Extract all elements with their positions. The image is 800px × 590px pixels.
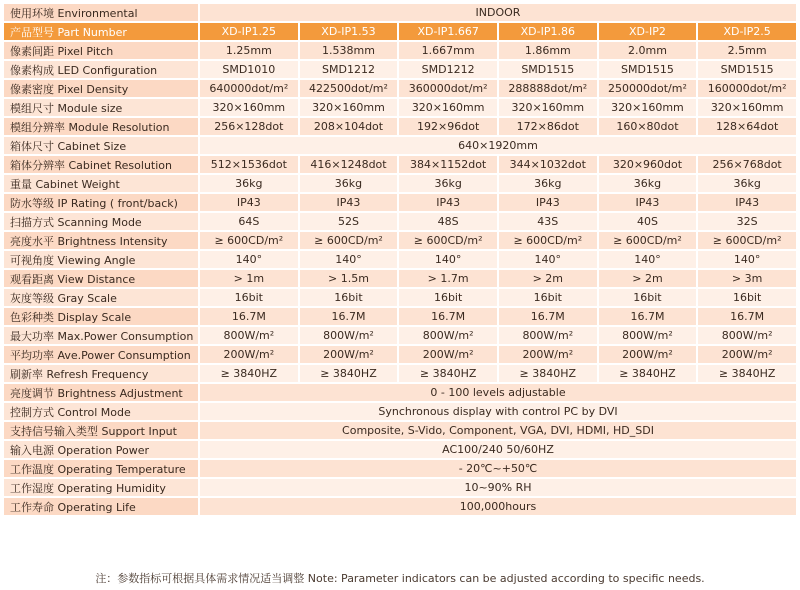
spec-value: 140° [399,251,497,268]
spec-value: 36kg [698,175,796,192]
spec-value: > 1.7m [399,270,497,287]
spec-value: SMD1212 [300,61,398,78]
spec-value: 288888dot/m² [499,80,597,97]
spec-merged-value: Composite, S-Vido, Component, VGA, DVI, HDMI, HD_SDI [200,422,796,439]
spec-value: > 1.5m [300,270,398,287]
spec-row [4,118,796,135]
spec-row [4,327,796,344]
spec-label: 亮度调节 Brightness Adjustment [4,384,198,401]
spec-value: 16bit [698,289,796,306]
spec-value: 172×86dot [499,118,597,135]
spec-value: 200W/m² [300,346,398,363]
spec-row [4,422,796,439]
spec-value: 16.7M [698,308,796,325]
spec-value: > 3m [698,270,796,287]
spec-row [4,346,796,363]
spec-row [4,441,796,458]
spec-value: 40S [599,213,697,230]
spec-value: 32S [698,213,796,230]
spec-value: 1.86mm [499,42,597,59]
spec-table [2,2,798,517]
spec-value: 2.5mm [698,42,796,59]
model-header-cell: XD-IP2.5 [698,23,796,40]
spec-row [4,289,796,306]
model-header-cell: XD-IP1.53 [300,23,398,40]
spec-value: ≥ 600CD/m² [599,232,697,249]
spec-label: 亮度水平 Brightness Intensity [4,232,198,249]
spec-value: 208×104dot [300,118,398,135]
spec-table-body [4,4,796,515]
spec-value: 16bit [200,289,298,306]
spec-value: 140° [300,251,398,268]
spec-value: IP43 [499,194,597,211]
spec-value: 192×96dot [399,118,497,135]
spec-value: 200W/m² [200,346,298,363]
spec-label: 最大功率 Max.Power Consumption [4,327,198,344]
spec-value: 2.0mm [599,42,697,59]
part-number-header-row [4,23,796,40]
environment-value: INDOOR [200,4,796,21]
spec-label: 扫描方式 Scanning Mode [4,213,198,230]
spec-value: 16bit [399,289,497,306]
spec-value: SMD1515 [698,61,796,78]
spec-value: 140° [499,251,597,268]
spec-value: 422500dot/m² [300,80,398,97]
spec-value: 36kg [599,175,697,192]
spec-label: 像素密度 Pixel Density [4,80,198,97]
spec-label: 重量 Cabinet Weight [4,175,198,192]
spec-value: 128×64dot [698,118,796,135]
spec-value: 1.25mm [200,42,298,59]
spec-value: SMD1515 [599,61,697,78]
spec-value: 250000dot/m² [599,80,697,97]
spec-merged-value: 640×1920mm [200,137,796,154]
spec-merged-value: 0 - 100 levels adjustable [200,384,796,401]
spec-label: 箱体尺寸 Cabinet Size [4,137,198,154]
spec-value: 1.667mm [399,42,497,59]
spec-value: 800W/m² [200,327,298,344]
spec-value: 16.7M [599,308,697,325]
spec-value: 43S [499,213,597,230]
spec-value: 16.7M [499,308,597,325]
spec-row [4,99,796,116]
spec-value: 48S [399,213,497,230]
spec-value: SMD1515 [499,61,597,78]
spec-value: SMD1212 [399,61,497,78]
spec-row [4,175,796,192]
spec-value: 160000dot/m² [698,80,796,97]
spec-value: 200W/m² [698,346,796,363]
spec-value: 140° [698,251,796,268]
spec-label: 色彩种类 Display Scale [4,308,198,325]
spec-value: 640000dot/m² [200,80,298,97]
spec-row [4,213,796,230]
spec-value: 384×1152dot [399,156,497,173]
spec-merged-value: 100,000hours [200,498,796,515]
spec-value: IP43 [200,194,298,211]
spec-value: IP43 [698,194,796,211]
spec-value: 52S [300,213,398,230]
spec-value: > 1m [200,270,298,287]
environment-row [4,4,796,21]
spec-value: 1.538mm [300,42,398,59]
spec-row [4,137,796,154]
spec-label: 像素构成 LED Configuration [4,61,198,78]
spec-value: 320×160mm [200,99,298,116]
spec-row [4,270,796,287]
spec-value: 320×160mm [698,99,796,116]
spec-row [4,365,796,382]
spec-value: 140° [200,251,298,268]
spec-value: 16bit [599,289,697,306]
spec-value: ≥ 600CD/m² [200,232,298,249]
spec-label: 箱体分辨率 Cabinet Resolution [4,156,198,173]
spec-label: 输入电源 Operation Power [4,441,198,458]
spec-value: 200W/m² [499,346,597,363]
spec-value: 800W/m² [399,327,497,344]
model-header-cell: XD-IP1.25 [200,23,298,40]
spec-value: 320×160mm [599,99,697,116]
spec-value: 16bit [499,289,597,306]
spec-value: IP43 [300,194,398,211]
spec-row [4,498,796,515]
spec-merged-value: Synchronous display with control PC by DVI [200,403,796,420]
spec-value: ≥ 3840HZ [200,365,298,382]
spec-label: 防水等级 IP Rating ( front/back) [4,194,198,211]
spec-value: ≥ 600CD/m² [499,232,597,249]
spec-row [4,232,796,249]
spec-value: 16.7M [200,308,298,325]
spec-row [4,308,796,325]
spec-value: 64S [200,213,298,230]
spec-label: 工作寿命 Operating Life [4,498,198,515]
spec-value: 320×160mm [499,99,597,116]
spec-value: 256×128dot [200,118,298,135]
spec-value: 344×1032dot [499,156,597,173]
spec-label: 支持信号输入类型 Support Input [4,422,198,439]
spec-value: 800W/m² [698,327,796,344]
part-number-label: 产品型号 Part Number [4,23,198,40]
model-header-cell: XD-IP1.86 [499,23,597,40]
spec-value: 800W/m² [499,327,597,344]
spec-value: 140° [599,251,697,268]
spec-row [4,460,796,477]
spec-value: ≥ 600CD/m² [399,232,497,249]
spec-value: ≥ 3840HZ [599,365,697,382]
spec-label: 控制方式 Control Mode [4,403,198,420]
spec-value: 16.7M [399,308,497,325]
spec-row [4,42,796,59]
spec-row [4,194,796,211]
spec-value: 416×1248dot [300,156,398,173]
spec-value: 36kg [300,175,398,192]
spec-label: 刷新率 Refresh Frequency [4,365,198,382]
spec-value: 16bit [300,289,398,306]
spec-label: 可视角度 Viewing Angle [4,251,198,268]
spec-label: 观看距离 View Distance [4,270,198,287]
spec-value: IP43 [399,194,497,211]
spec-value: IP43 [599,194,697,211]
spec-value: SMD1010 [200,61,298,78]
spec-label: 工作温度 Operating Temperature [4,460,198,477]
spec-label: 灰度等级 Gray Scale [4,289,198,306]
spec-value: ≥ 600CD/m² [300,232,398,249]
spec-value: 512×1536dot [200,156,298,173]
spec-row [4,403,796,420]
footnote: 注：参数指标可根据具体需求情况适当调整 Note: Parameter indicators can be adjusted according to specific needs. [95,572,705,585]
spec-label: 工作湿度 Operating Humidity [4,479,198,496]
spec-label: 像素间距 Pixel Pitch [4,42,198,59]
spec-value: 36kg [399,175,497,192]
spec-value: 160×80dot [599,118,697,135]
spec-value: 320×960dot [599,156,697,173]
spec-row [4,80,796,97]
spec-value: ≥ 3840HZ [300,365,398,382]
spec-value: 200W/m² [399,346,497,363]
spec-value: ≥ 3840HZ [698,365,796,382]
spec-value: 360000dot/m² [399,80,497,97]
spec-value: 256×768dot [698,156,796,173]
spec-value: 36kg [200,175,298,192]
spec-label: 模组尺寸 Module size [4,99,198,116]
spec-value: ≥ 3840HZ [399,365,497,382]
spec-value: 800W/m² [599,327,697,344]
spec-value: 800W/m² [300,327,398,344]
spec-value: 320×160mm [399,99,497,116]
spec-merged-value: - 20℃~+50℃ [200,460,796,477]
spec-value: > 2m [499,270,597,287]
spec-merged-value: AC100/240 50/60HZ [200,441,796,458]
spec-merged-value: 10~90% RH [200,479,796,496]
spec-value: > 2m [599,270,697,287]
spec-row [4,156,796,173]
spec-value: 200W/m² [599,346,697,363]
spec-value: ≥ 600CD/m² [698,232,796,249]
spec-row [4,61,796,78]
environment-label: 使用环境 Environmental [4,4,198,21]
spec-label: 平均功率 Ave.Power Consumption [4,346,198,363]
spec-value: 36kg [499,175,597,192]
model-header-cell: XD-IP1.667 [399,23,497,40]
spec-row [4,479,796,496]
model-header-cell: XD-IP2 [599,23,697,40]
spec-value: ≥ 3840HZ [499,365,597,382]
spec-row [4,251,796,268]
spec-label: 模组分辨率 Module Resolution [4,118,198,135]
spec-row [4,384,796,401]
spec-value: 16.7M [300,308,398,325]
spec-value: 320×160mm [300,99,398,116]
